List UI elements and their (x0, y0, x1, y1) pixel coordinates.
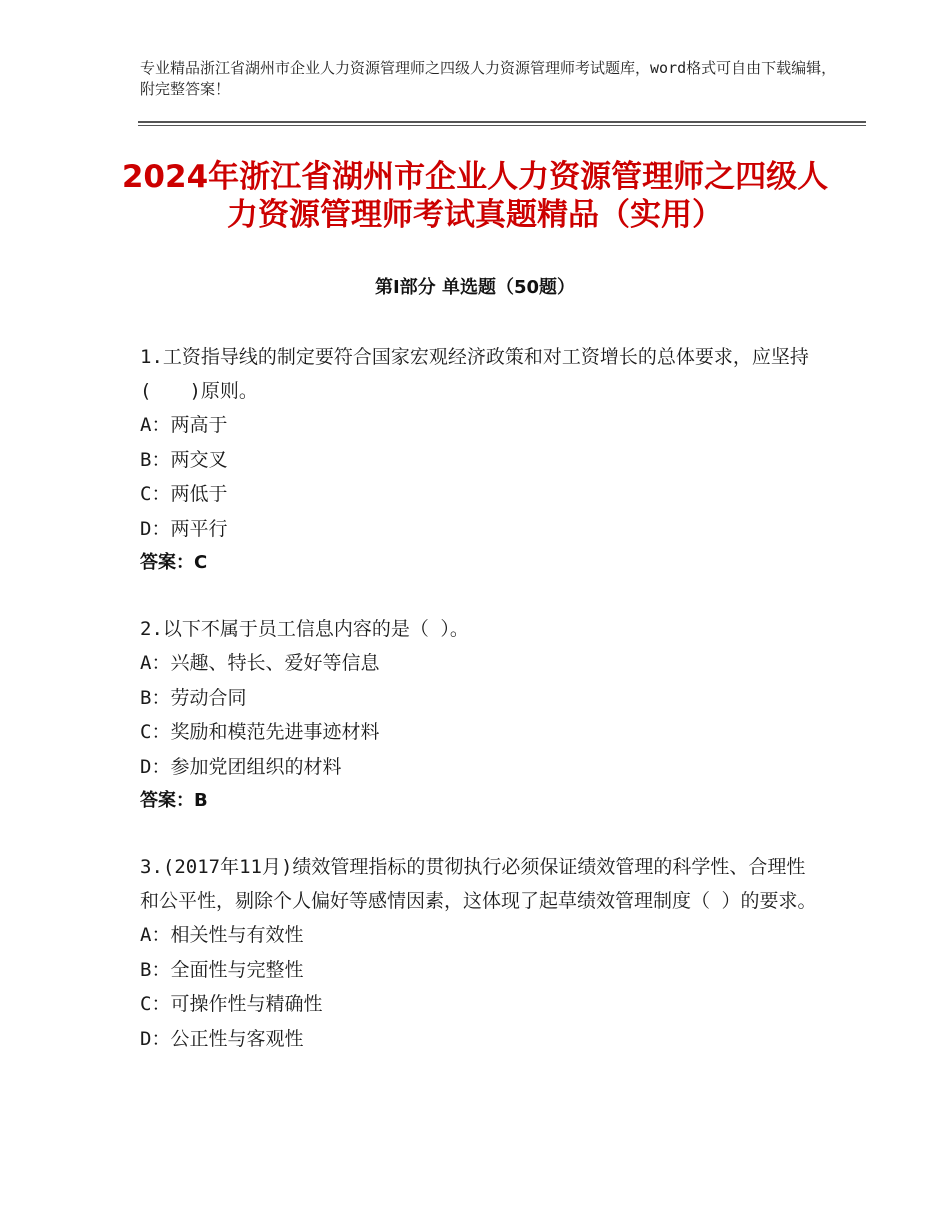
question-1 (140, 340, 820, 580)
option-d: D：两平行 (140, 517, 228, 540)
question-stem: 3.(2017年11月)绩效管理指标的贯彻执行必须保证绩效管理的科学性、合理性和公平性，剔除个人偏好等感情因素，这体现了起草绩效管理制度（ ）的要求。 (140, 856, 817, 912)
question-list (140, 340, 820, 1088)
header-rule-thin (138, 125, 866, 126)
answer-line: 答案：B (140, 790, 208, 811)
section-title: 第Ⅰ部分 单选题（50题） (374, 277, 575, 298)
question-2 (140, 612, 820, 818)
option-b: B：两交叉 (140, 448, 228, 471)
document-title: 2024年浙江省湖州市企业人力资源管理师之四级人力资源管理师考试真题精品（实用） (121, 159, 829, 233)
option-b: B：全面性与完整性 (140, 958, 304, 981)
option-d: D：参加党团组织的材料 (140, 755, 342, 778)
option-b: B：劳动合同 (140, 686, 247, 709)
question-stem: 1.工资指导线的制定要符合国家宏观经济政策和对工资增长的总体要求，应坚持( )原则。 (140, 346, 809, 402)
header-rule (138, 121, 866, 123)
option-a: A：兴趣、特长、爱好等信息 (140, 652, 380, 674)
option-c: C：两低于 (140, 483, 228, 505)
header-note: 专业精品浙江省湖州市企业人力资源管理师之四级人力资源管理师考试题库，word格式可自由下载编辑，附完整答案！ (140, 59, 837, 98)
question-3 (140, 850, 820, 1056)
option-d: D：公正性与客观性 (140, 1027, 304, 1050)
option-a: A：相关性与有效性 (140, 924, 304, 946)
question-stem: 2.以下不属于员工信息内容的是（ ）。 (140, 618, 469, 640)
option-a: A：两高于 (140, 414, 228, 436)
option-c: C：可操作性与精确性 (140, 993, 323, 1015)
option-c: C：奖励和模范先进事迹材料 (140, 721, 380, 743)
answer-line: 答案：C (140, 552, 208, 573)
